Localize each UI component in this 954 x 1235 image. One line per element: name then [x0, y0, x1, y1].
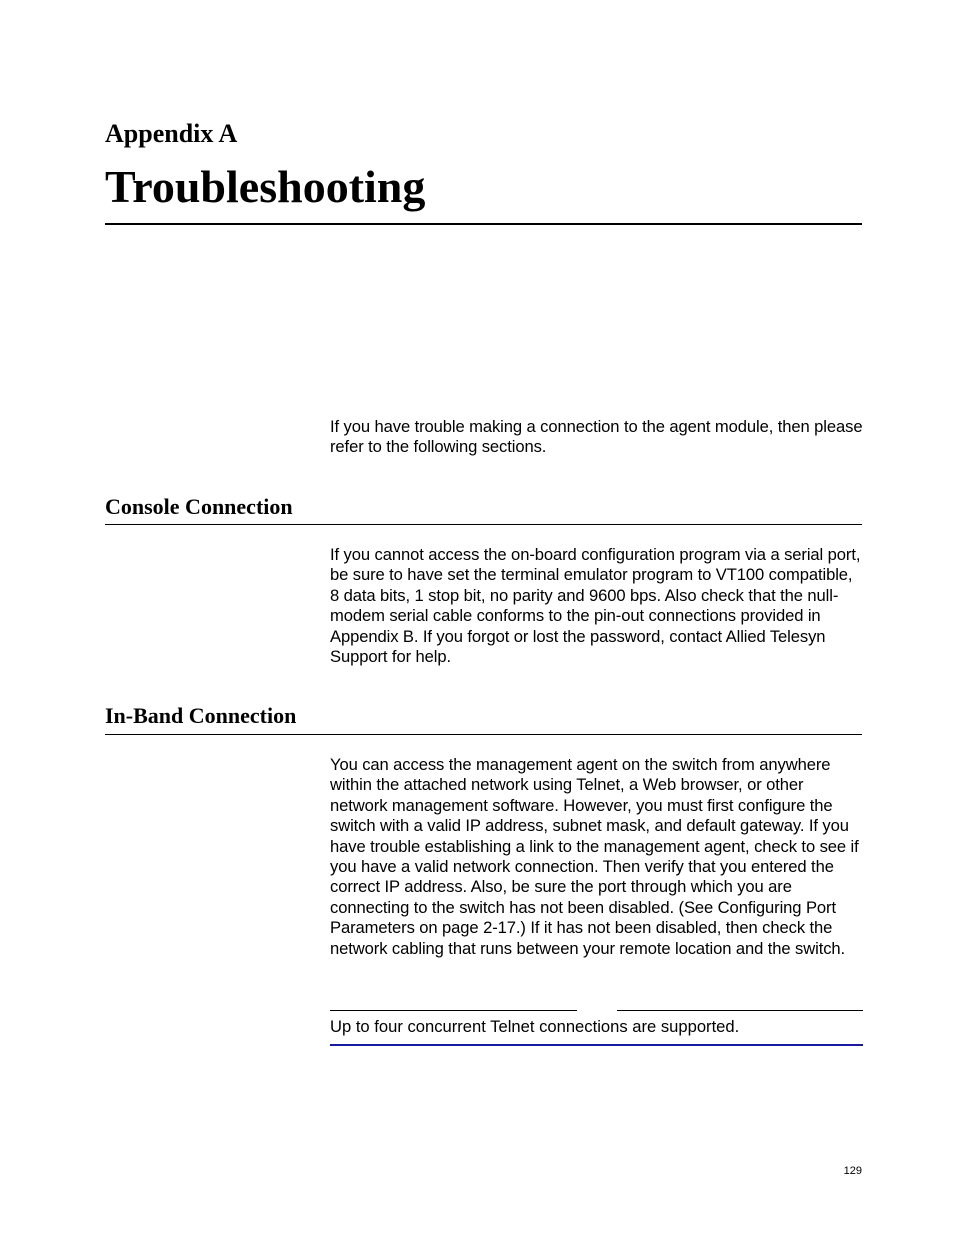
- note-text: Up to four concurrent Telnet connections are supported.: [330, 1017, 740, 1036]
- page-number: 129: [843, 1165, 862, 1177]
- appendix-label: Appendix A: [105, 119, 238, 148]
- note-top-rule-left: [330, 1010, 577, 1011]
- section-heading-in-band-connection: In-Band Connection: [105, 703, 297, 728]
- title-divider: [105, 223, 862, 225]
- console-connection-paragraph: If you cannot access the on-board configuration program via a serial port, be sure to have set the terminal emulator program to VT100 compatible, 8 data bits, 1 stop bit, no parity and 9600 bps. Also check that the null-modem serial cable conforms to the pin-out connections provided in Appendix B. If you forgot or lost the password, contact Allied Telesyn Support for help.: [330, 545, 861, 667]
- note-bottom-rule: [330, 1044, 863, 1046]
- section-divider: [105, 524, 862, 525]
- note-top-rule-right: [617, 1010, 863, 1011]
- section-divider: [105, 734, 862, 735]
- section-heading-console-connection: Console Connection: [105, 494, 293, 519]
- intro-paragraph: If you have trouble making a connection to the agent module, then please refer to the following sections.: [330, 417, 863, 457]
- in-band-connection-paragraph: You can access the management agent on the switch from anywhere within the attached network using Telnet, a Web browser, or other network management software. However, you must first configure the switch with a valid IP address, subnet mask, and default gateway. If you have trouble establishing a link to the management agent, check to see if you have a valid network connection. Then verify that you entered the correct IP address. Also, be sure the port through which you are connecting to the switch has not been disabled. (See Configuring Port Parameters on page 2-17.) If it has not been disabled, then check the network cabling that runs between your remote location and the switch.: [330, 755, 859, 958]
- page-title: Troubleshooting: [105, 161, 426, 212]
